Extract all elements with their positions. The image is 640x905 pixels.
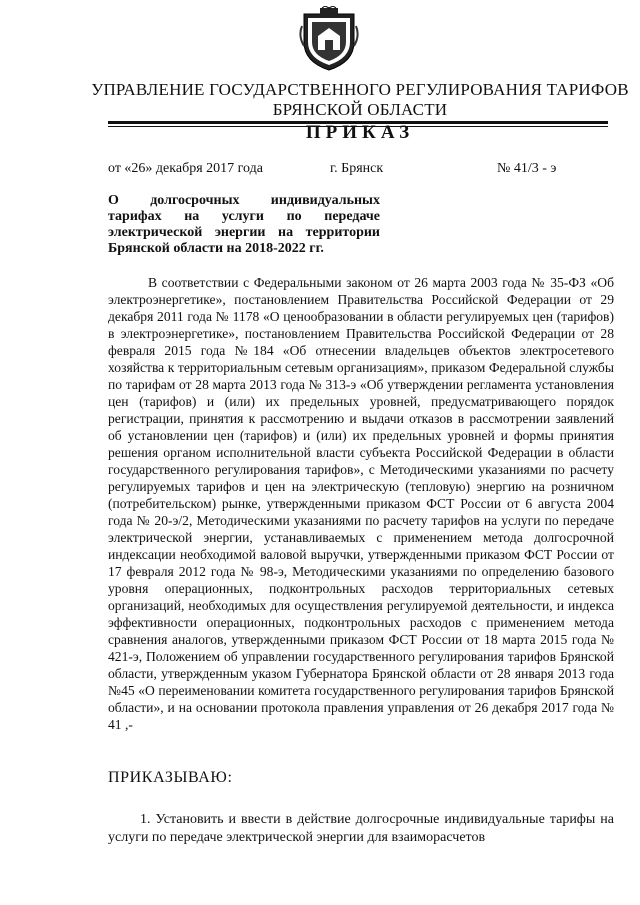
agency-name-line2: БРЯНСКОЙ ОБЛАСТИ: [272, 100, 448, 119]
order-date: от «26» декабря 2017 года: [108, 161, 263, 176]
order-item-1: 1. Установить и ввести в действие долгосрочные индивидуальные тарифы на услуги по передаче электрической энергии для взаиморасчетов: [108, 812, 614, 845]
order-title: ПРИКАЗ: [305, 122, 415, 143]
coat-of-arms-emblem: [298, 6, 360, 72]
decree-heading: ПРИКАЗЫВАЮ:: [108, 769, 233, 786]
agency-name-line1: УПРАВЛЕНИЕ ГОСУДАРСТВЕННОГО РЕГУЛИРОВАНИЯ ТАРИФОВ: [91, 80, 629, 99]
preamble-paragraph: В соответствии с Федеральными законом от 26 марта 2003 года № 35-ФЗ «Об электроэнергетике», постановлением Правительства Российской Федерации от 29 декабря 2011 года № 1178 «О ценообразовании в области регулируемых цен (тарифов) в электроэнергетике», постановлением Правительства Российской Федерации от 28 февраля 2015 года №184 «Об отнесении владельцев объектов электросетевого хозяйства к территориальным сетевым организациям», приказом Федеральной службы по тарифам от 28 марта 2013 года № 313-э «Об утверждении регламента установления цен (тарифов) и (или) их предельных уровней, предусматривающего порядок регистрации, принятия к рассмотрению и выдачи отказов в рассмотрении заявлений об установлении цен (тарифов) и (или) их предельных уровней и формы принятия решения органом исполнительной власти субъекта Российской Федерации в области государственного регулирования тарифов», с Методическими указаниями по расчету регулируемых тарифов и цен на электрическую (тепловую) энергию на розничном (потребительском) рынке, утвержденными приказом ФСТ России от 6 августа 2004 года № 20-э/2, Методическими указаниями по расчету тарифов на услуги по передаче электрической энергии, устанавливаемых с применением метода долгосрочной индексации необходимой валовой выручки, утвержденными приказом ФСТ России от 17 февраля 2012 года № 98-э, Методическими указаниями по определению базового уровня операционных, подконтрольных расходов территориальных сетевых организаций, необходимых для осуществления регулируемой деятельности, и индекса эффективности операционных, подконтрольных расходов с применением метода сравнения аналогов, утвержденными приказом ФСТ России от 18 марта 2015 года № 421-э, Положением об управлении государственного регулирования тарифов Брянской области, утвержденным указом Губернатора Брянской области от 28 января 2013 года №45 «О переименовании комитета государственного регулирования тарифов Брянской области», и на основании протокола правления управления от 26 декабря 2017 года № 41 ,-: [108, 275, 614, 732]
order-number: № 41/3 - э: [497, 161, 557, 176]
order-city: г. Брянск: [330, 161, 384, 176]
order-subject: О долгосрочных индивидуальных тарифах на услуги по передаче электрической энергии на территории Брянской области на 2018-2022 гг.: [108, 193, 380, 256]
